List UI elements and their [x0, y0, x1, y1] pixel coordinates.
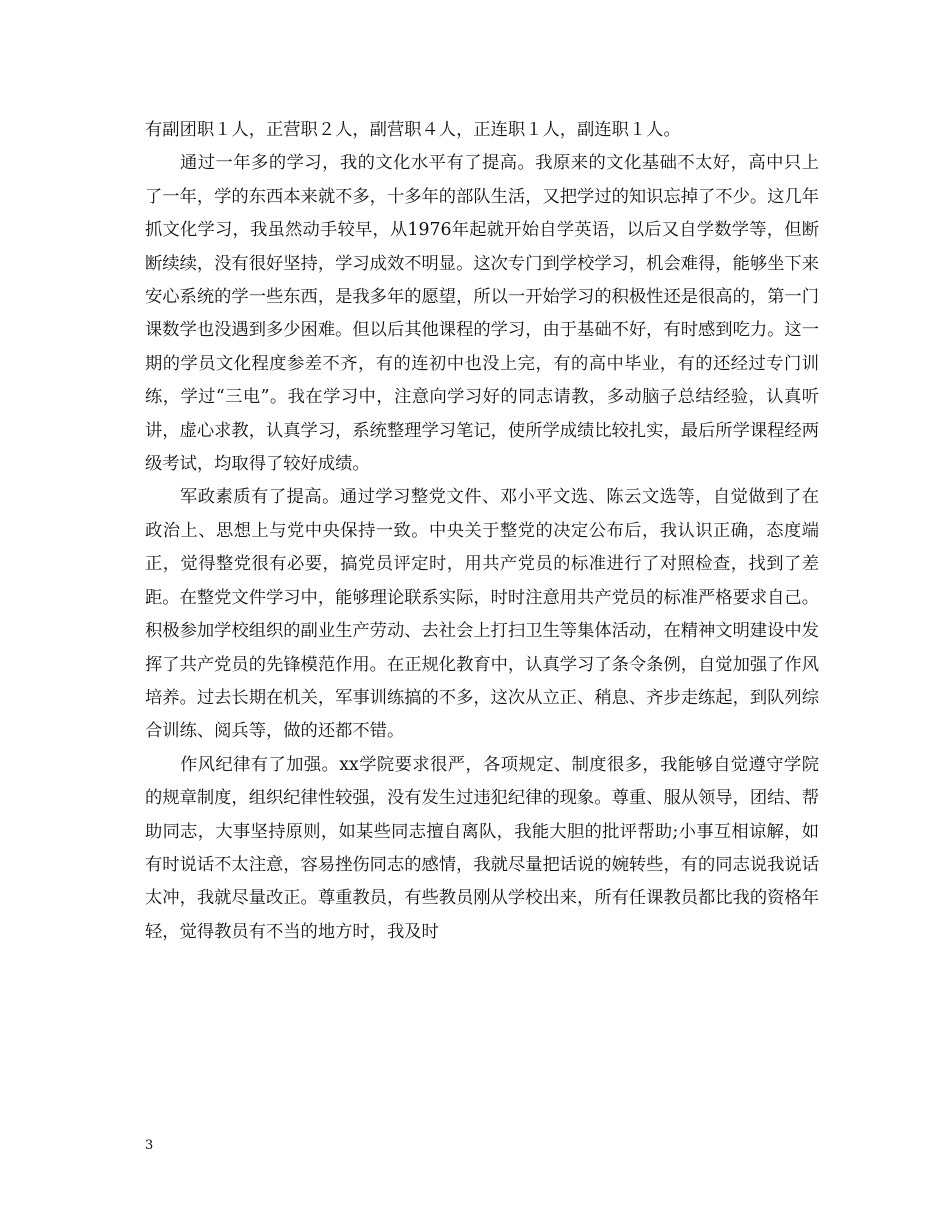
page-number: 3	[145, 1138, 154, 1153]
document-body	[145, 114, 819, 949]
paragraph-1: 有副团职１人，正营职２人，副营职４人，正连职１人，副连职１人。	[145, 120, 681, 140]
paragraph-3: 军政素质有了提高。通过学习整党文件、邓小平文选、陈云文选等，自觉做到了在政治上、思想上与党中央保持一致。中央关于整党的决定公布后，我认识正确，态度端正，觉得整党很有必要，搞党员评定时，用共产党员的标准进行了对照检查，找到了差距。在整党文件学习中，能够理论联系实际，时时注意用共产党员的标准严格要求自己。积极参加学校组织的副业生产劳动、去社会上打扫卫生等集体活动，在精神文明建设中发挥了共产党员的先锋模范作用。在正规化教育中，认真学习了条令条例，自觉加强了作风培养。过去长期在机关，军事训练搞的不多，这次从立正、稍息、齐步走练起，到队列综合训练、阅兵等，做的还都不错。	[145, 487, 819, 742]
paragraph-2: 通过一年多的学习，我的文化水平有了提高。我原来的文化基础不太好，高中只上了一年，学的东西本来就不多，十多年的部队生活，又把学过的知识忘掉了不少。这几年抓文化学习，我虽然动手较早，从1976年起就开始自学英语，以后又自学数学等，但断断续续，没有很好坚持，学习成效不明显。这次专门到学校学习，机会难得，能够坐下来安心系统的学一些东西，是我多年的愿望，所以一开始学习的积极性还是很高的，第一门课数学也没遇到多少困难。但以后其他课程的学习，由于基础不好，有时感到吃力。这一期的学员文化程度参差不齐，有的连初中也没上完，有的高中毕业，有的还经过专门训练，学过“三电”。我在学习中，注意向学习好的同志请教，多动脑子总结经验，认真听讲，虚心求教，认真学习，系统整理学习笔记，使所学成绩比较扎实，最后所学课程经两级考试，均取得了较好成绩。	[145, 153, 819, 475]
paragraph-4: 作风纪律有了加强。xx学院要求很严，各项规定、制度很多，我能够自觉遵守学院的规章制度，组织纪律性较强，没有发生过违犯纪律的现象。尊重、服从领导，团结、帮助同志，大事坚持原则，如某些同志擅自离队，我能大胆的批评帮助;小事互相谅解，如有时说话不太注意，容易挫伤同志的感情，我就尽量把话说的婉转些，有的同志说我说话太冲，我就尽量改正。尊重教员，有些教员刚从学校出来，所有任课教员都比我的资格年轻，觉得教员有不当的地方时，我及时	[145, 754, 819, 942]
